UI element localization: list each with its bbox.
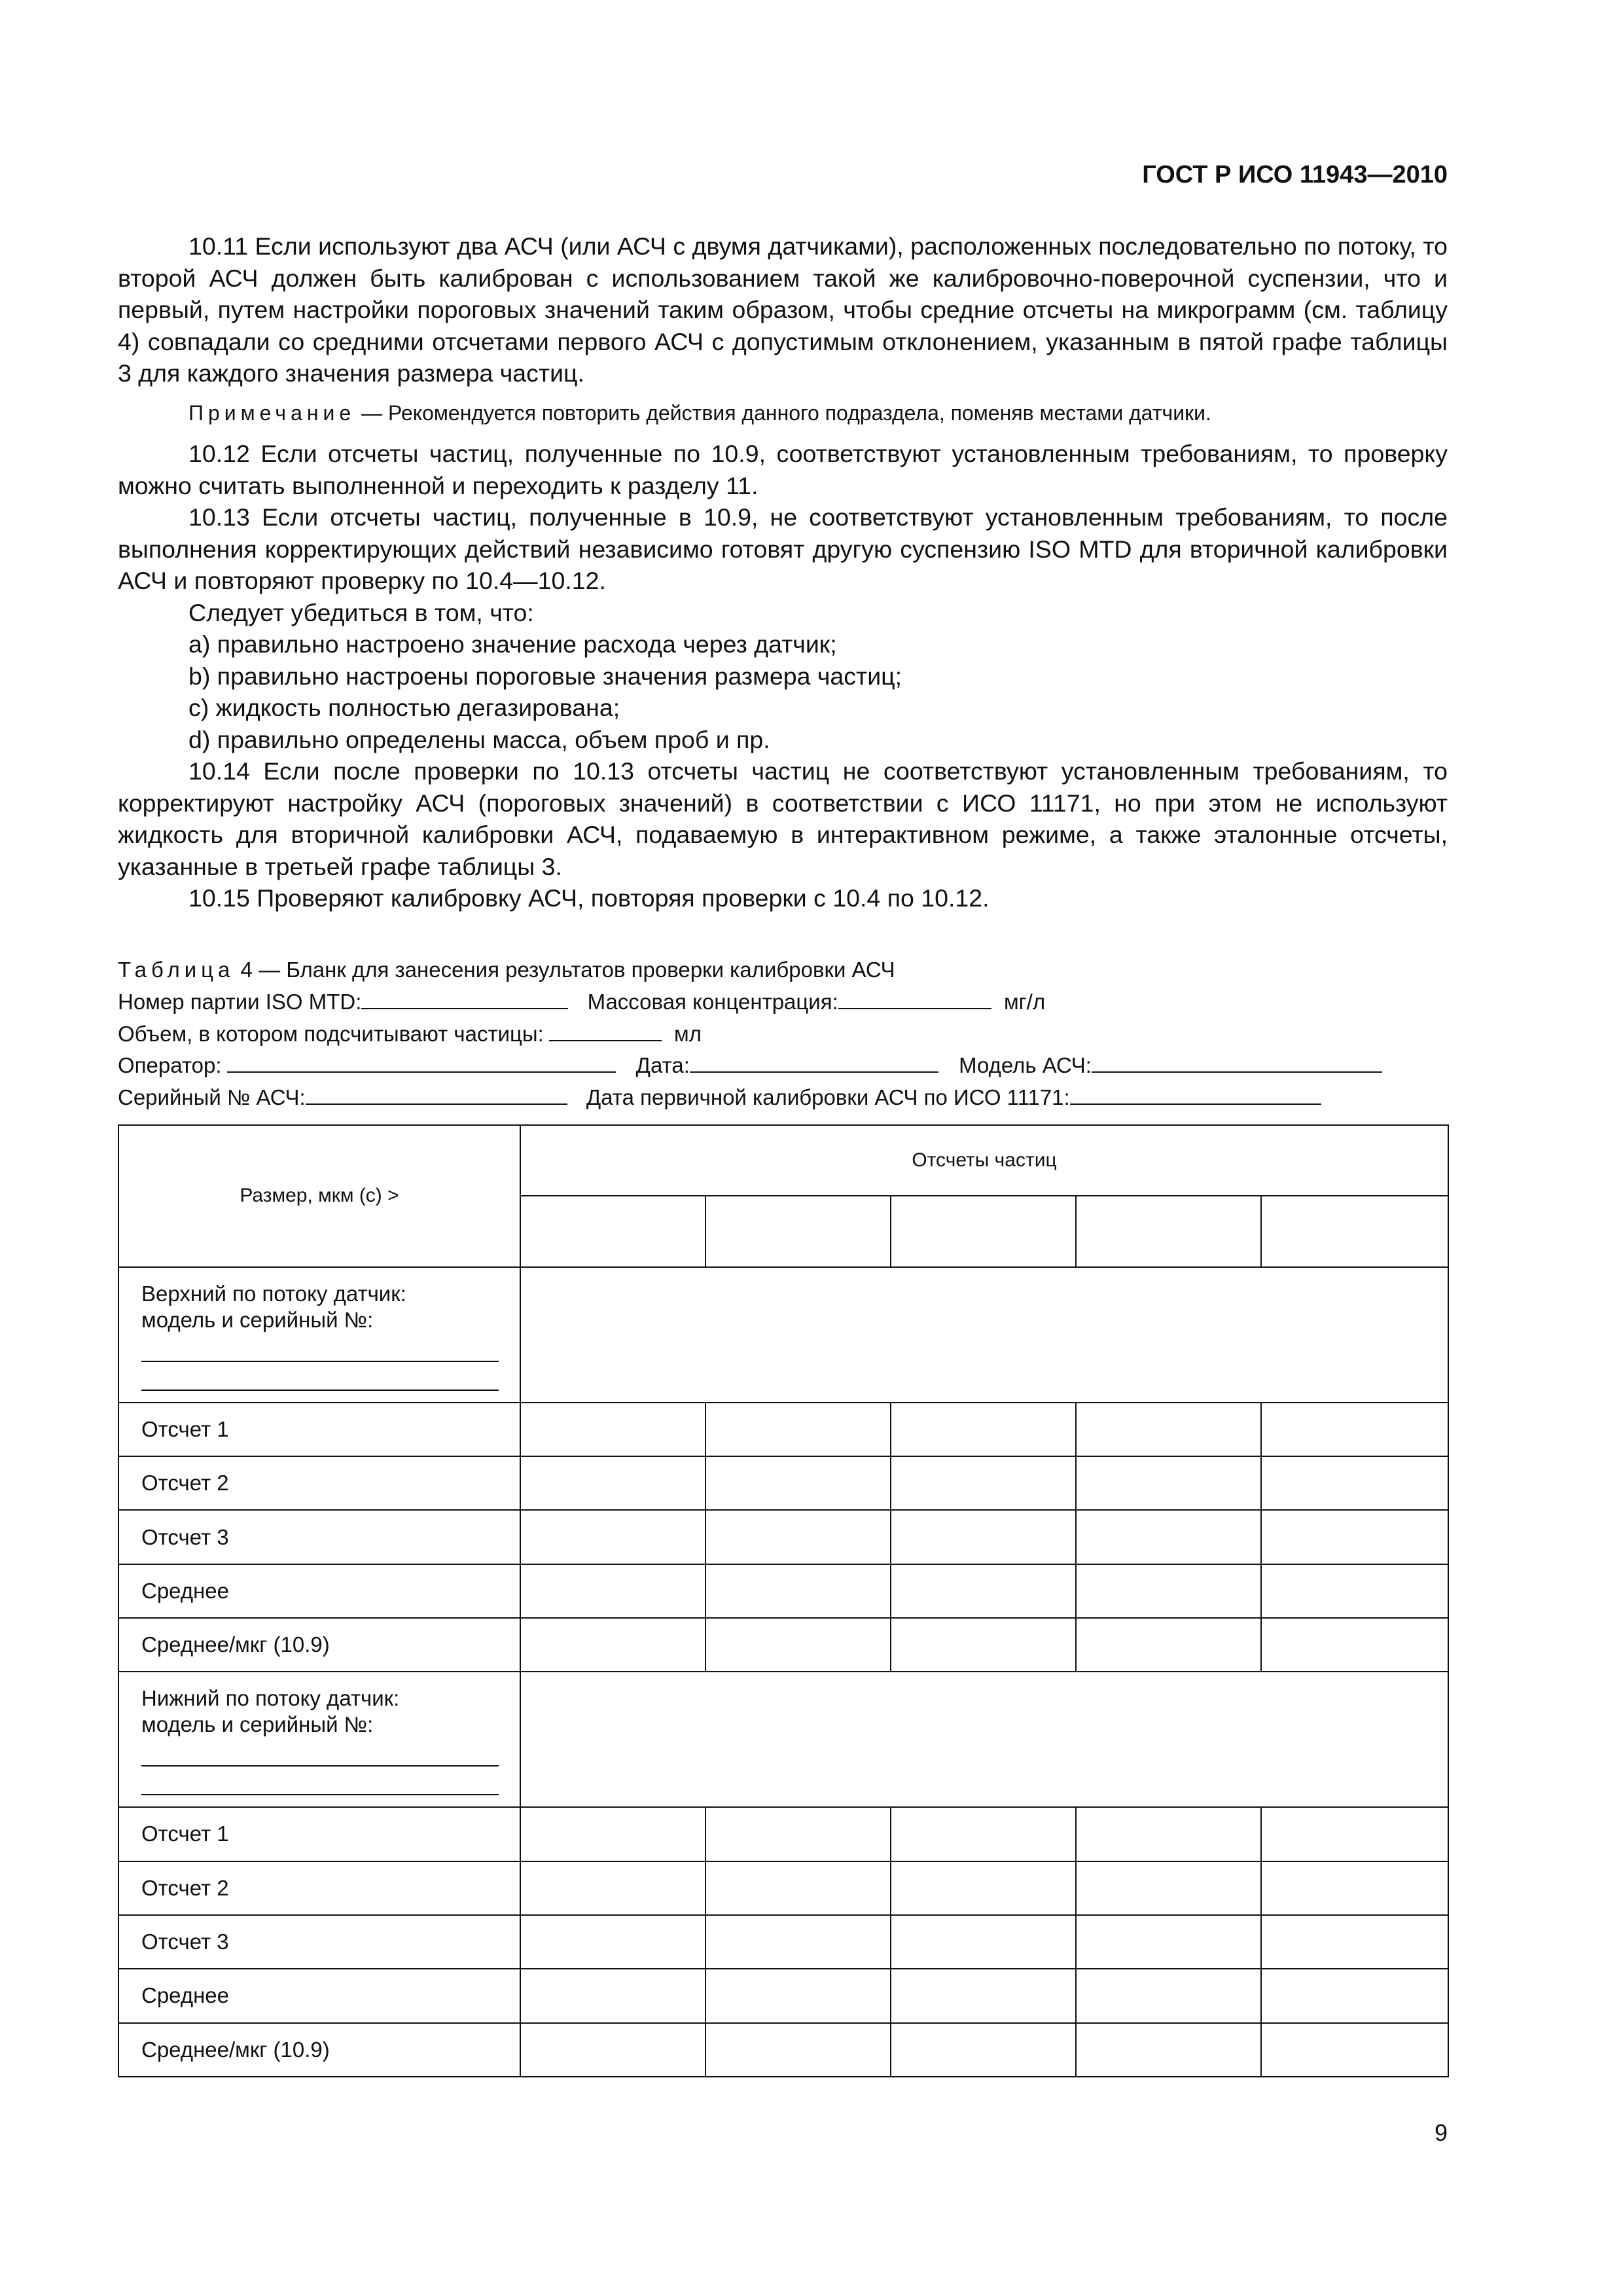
note-text: — Рекомендуется повторить действия данного подраздела, поменяв местами датчики.	[355, 401, 1211, 425]
data-cell[interactable]	[891, 1564, 1076, 1618]
batch-label: Номер партии ISO MTD:	[118, 990, 362, 1014]
operator-field[interactable]	[227, 1050, 616, 1073]
table-title: 4 — Бланк для занесения результатов проверки калибровки АСЧ	[234, 958, 895, 982]
size-cell[interactable]	[705, 1196, 891, 1266]
data-cell[interactable]	[520, 1969, 705, 2022]
data-cell[interactable]	[705, 1510, 891, 1564]
table-4-caption	[118, 954, 1492, 986]
paragraph-10-11: 10.11 Если используют два АСЧ (или АСЧ с двумя датчиками), расположенных последовательно по потоку, то второй АСЧ должен быть калиброван с использованием такой же калибровочно-поверочной суспензии, что и первый, путем настройки пороговых значений таким образом, чтобы средние отсчеты на микрограмм (см. таблицу 4) совпадали со средними отсчетами первого АСЧ с допустимым отклонением, указанным в пятой графе таблицы 3 для каждого значения размера частиц.	[118, 232, 1448, 387]
upper-sensor-row	[118, 1267, 1448, 1403]
upper-sensor-model-label: модель и серийный №:	[141, 1307, 374, 1332]
size-cell[interactable]	[1076, 1196, 1261, 1266]
calib-date-label: Дата первичной калибровки АСЧ по ИСО 11171:	[586, 1085, 1070, 1109]
body-text	[118, 230, 1448, 914]
data-cell[interactable]	[705, 1564, 891, 1618]
date-label: Дата:	[635, 1053, 690, 1077]
size-header: Размер, мкм (с) >	[118, 1125, 520, 1267]
row-label: Отсчет 2	[118, 1456, 520, 1510]
model-label: Модель АСЧ:	[959, 1053, 1092, 1077]
mass-field[interactable]	[838, 987, 991, 1009]
size-cell[interactable]	[891, 1196, 1076, 1266]
data-cell[interactable]	[1076, 1969, 1261, 2022]
model-field[interactable]	[1092, 1050, 1382, 1073]
row-label: Отсчет 1	[118, 1403, 520, 1456]
data-cell[interactable]	[705, 1403, 891, 1456]
volume-field[interactable]	[549, 1019, 662, 1041]
lower-sensor-field-1[interactable]	[141, 1738, 499, 1767]
table-label: Таблица	[118, 958, 235, 982]
serial-field[interactable]	[306, 1083, 567, 1105]
operator-label: Оператор:	[118, 1053, 222, 1077]
row-label: Среднее/мкг (10.9)	[118, 2023, 520, 2077]
table-row	[118, 1969, 1448, 2022]
row-label: Отсчет 3	[118, 1510, 520, 1564]
data-cell[interactable]	[1261, 1564, 1448, 1618]
table-row	[118, 1807, 1448, 1861]
upper-sensor-cell	[118, 1267, 520, 1403]
calibration-table	[118, 1124, 1449, 2077]
data-cell[interactable]	[891, 1618, 1076, 1672]
table-row	[118, 1403, 1448, 1456]
volume-label: Объем, в котором подсчитывают частицы:	[118, 1021, 544, 1046]
data-cell[interactable]	[1076, 1915, 1261, 1969]
page-number: 9	[1435, 2119, 1448, 2146]
upper-sensor-label: Верхний по потоку датчик:	[141, 1281, 406, 1306]
table-row	[118, 2023, 1448, 2077]
data-cell[interactable]	[1261, 1969, 1448, 2022]
data-cell[interactable]	[705, 1456, 891, 1510]
data-cell[interactable]	[891, 1861, 1076, 1915]
data-cell[interactable]	[891, 1969, 1076, 2022]
upper-sensor-field-1[interactable]	[141, 1333, 499, 1362]
data-cell[interactable]	[520, 1403, 705, 1456]
check-item-a: a) правильно настроено значение расхода через датчик;	[188, 630, 837, 658]
paragraph-10-13: 10.13 Если отсчеты частиц, полученные в 10.9, не соответствуют установленным требованиям, то после выполнения корректирующих действий независимо готовят другую суспензию ISO MTD для вторичной калибровки АСЧ и повторяют проверку по 10.4—10.12.	[118, 503, 1448, 594]
data-cell[interactable]	[1076, 1807, 1261, 1861]
lower-sensor-model-label: модель и серийный №:	[141, 1712, 374, 1737]
data-cell[interactable]	[1076, 1861, 1261, 1915]
check-item-d: d) правильно определены масса, объем проб и пр.	[188, 725, 770, 753]
data-cell[interactable]	[520, 1456, 705, 1510]
upper-sensor-blank	[520, 1267, 1448, 1403]
table-row	[118, 1915, 1448, 1969]
date-field[interactable]	[690, 1050, 938, 1073]
row-label: Среднее/мкг (10.9)	[118, 1618, 520, 1672]
volume-unit: мл	[674, 1021, 702, 1046]
data-cell[interactable]	[520, 1807, 705, 1861]
paragraph-10-14: 10.14 Если после проверки по 10.13 отсчеты частиц не соответствуют установленным требованиям, то корректируют настройку АСЧ (пороговых значений) в соответствии с ИСО 11171, но при этом не используют жидкость для вторичной калибровки АСЧ, подаваемую в интерактивном режиме, а также эталонные отсчеты, указанные в третьей графе таблицы 3.	[118, 757, 1448, 880]
note-label: Примечание	[188, 401, 356, 425]
data-cell[interactable]	[520, 1564, 705, 1618]
form-line-operator	[118, 1050, 1492, 1082]
counts-header: Отсчеты частиц	[520, 1125, 1448, 1196]
paragraph-10-12: 10.12 Если отсчеты частиц, полученные по 10.9, соответствуют установленным требованиям, то проверку можно считать выполненной и переходить к разделу 11.	[118, 440, 1448, 499]
lower-sensor-cell	[118, 1672, 520, 1807]
lower-sensor-label: Нижний по потоку датчик:	[141, 1686, 400, 1711]
lower-sensor-row	[118, 1672, 1448, 1807]
data-cell[interactable]	[1261, 1861, 1448, 1915]
data-cell[interactable]	[891, 1807, 1076, 1861]
calib-date-field[interactable]	[1070, 1083, 1321, 1105]
form-line-batch	[118, 986, 1492, 1018]
data-cell[interactable]	[1261, 1618, 1448, 1672]
data-cell[interactable]	[520, 1861, 705, 1915]
data-cell[interactable]	[1076, 1510, 1261, 1564]
check-item-b: b) правильно настроены пороговые значения размера частиц;	[188, 662, 902, 690]
row-label: Среднее	[118, 1564, 520, 1618]
table-row	[118, 1861, 1448, 1915]
table-row	[118, 1456, 1448, 1510]
form-line-volume	[118, 1018, 1492, 1050]
row-label: Отсчет 1	[118, 1807, 520, 1861]
data-cell[interactable]	[705, 2023, 891, 2077]
table-row	[118, 1510, 1448, 1564]
data-cell[interactable]	[1261, 1915, 1448, 1969]
mass-label: Массовая концентрация:	[587, 990, 838, 1014]
data-cell[interactable]	[1261, 1510, 1448, 1564]
data-cell[interactable]	[705, 1969, 891, 2022]
lower-sensor-field-2[interactable]	[141, 1767, 499, 1795]
data-cell[interactable]	[1076, 1618, 1261, 1672]
data-cell[interactable]	[705, 1618, 891, 1672]
note	[118, 397, 1448, 429]
table-4-form	[118, 986, 1492, 1113]
data-cell[interactable]	[1076, 1564, 1261, 1618]
serial-label: Серийный № АСЧ:	[118, 1085, 306, 1109]
data-cell[interactable]	[1261, 1403, 1448, 1456]
lower-sensor-blank	[520, 1672, 1448, 1807]
data-cell[interactable]	[891, 1510, 1076, 1564]
document-code: ГОСТ Р ИСО 11943—2010	[1142, 161, 1448, 188]
check-item-c: c) жидкость полностью дегазирована;	[188, 694, 620, 721]
data-cell[interactable]	[1076, 1403, 1261, 1456]
upper-sensor-field-2[interactable]	[141, 1362, 499, 1391]
data-cell[interactable]	[1261, 1807, 1448, 1861]
data-cell[interactable]	[705, 1915, 891, 1969]
data-cell[interactable]	[891, 1456, 1076, 1510]
check-intro: Следует убедиться в том, что:	[188, 598, 534, 626]
data-cell[interactable]	[891, 2023, 1076, 2077]
size-cell[interactable]	[1261, 1196, 1448, 1266]
batch-field[interactable]	[361, 987, 568, 1009]
table-row	[118, 1618, 1448, 1672]
row-label: Отсчет 2	[118, 1861, 520, 1915]
data-cell[interactable]	[520, 1618, 705, 1672]
table-row	[118, 1564, 1448, 1618]
data-cell[interactable]	[891, 1915, 1076, 1969]
data-cell[interactable]	[1076, 2023, 1261, 2077]
paragraph-10-15: 10.15 Проверяют калибровку АСЧ, повторяя проверки с 10.4 по 10.12.	[188, 884, 990, 912]
data-cell[interactable]	[705, 1807, 891, 1861]
data-cell[interactable]	[520, 2023, 705, 2077]
data-cell[interactable]	[520, 1915, 705, 1969]
data-cell[interactable]	[1261, 2023, 1448, 2077]
data-cell[interactable]	[1076, 1456, 1261, 1510]
row-label: Отсчет 3	[118, 1915, 520, 1969]
data-cell[interactable]	[1261, 1456, 1448, 1510]
form-line-serial	[118, 1082, 1492, 1114]
size-cell[interactable]	[520, 1196, 705, 1266]
data-cell[interactable]	[705, 1861, 891, 1915]
mass-unit: мг/л	[1003, 990, 1046, 1014]
row-label: Среднее	[118, 1969, 520, 2022]
data-cell[interactable]	[891, 1403, 1076, 1456]
data-cell[interactable]	[520, 1510, 705, 1564]
header-row	[118, 1125, 1448, 1196]
